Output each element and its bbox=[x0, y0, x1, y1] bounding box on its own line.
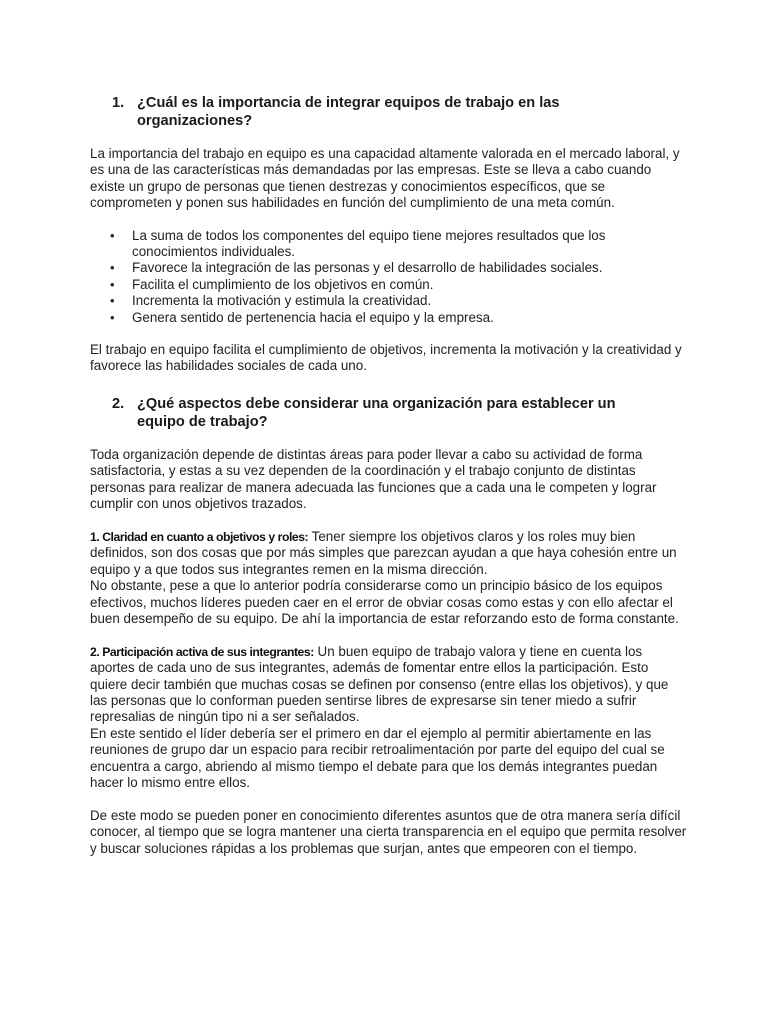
bullet-icon: • bbox=[110, 227, 115, 243]
section-1-intro: La importancia del trabajo en equipo es una capacidad altamente valorada en el mercado laboral, y es una de las características más demandadas por las empresas. Este se lleva a cabo cuando existe un grupo de personas que tienen destrezas y conocimientos específicos, que se comprometen y ponen sus habilidades en función del cumplimiento de una meta común. bbox=[90, 146, 680, 211]
section-1-heading bbox=[112, 94, 688, 130]
list-item-text: Incrementa la motivación y estimula la creatividad. bbox=[132, 293, 432, 309]
bullet-icon: • bbox=[110, 293, 115, 309]
point-2-lead: 2. Participación activa de sus integrantes: bbox=[90, 644, 314, 659]
bullet-icon: • bbox=[110, 276, 115, 292]
section-2-heading bbox=[112, 395, 688, 431]
list-item bbox=[90, 228, 688, 261]
point-1-text: Tener siempre los objetivos claros y los roles muy bien definidos, son dos cosas que por más simples que parezcan ayudan a que haya cohesión entre un equipo y a que todos sus integrantes remen en la misma dirección. bbox=[90, 528, 677, 577]
list-item bbox=[90, 293, 688, 309]
list-item bbox=[90, 277, 688, 293]
point-2-text: Un buen equipo de trabajo valora y tiene en cuenta los aportes de cada uno de sus integrantes, además de fomentar entre ellos la participación. Esto quiere decir también que muchas cosas se definen por consenso (entre ellas los objetivos), y que las personas que lo conforman pueden sentirse libres de expresarse sin tener miedo a sufrir represalias de ningún tipo ni a ser señalados. bbox=[90, 643, 669, 725]
point-2-paragraph bbox=[90, 644, 688, 726]
list-item-text: Facilita el cumplimiento de los objetivos en común. bbox=[132, 276, 434, 292]
list-item bbox=[90, 260, 688, 276]
section-1-bullet-list bbox=[90, 228, 688, 326]
section-1-title: ¿Cuál es la importancia de integrar equipos de trabajo en las organizaciones? bbox=[137, 95, 560, 129]
list-item bbox=[90, 310, 688, 326]
section-2-closing: De este modo se pueden poner en conocimiento diferentes asuntos que de otra manera sería difícil conocer, al tiempo que se logra mantener una cierta transparencia en el equipo que permita resolver y buscar soluciones rápidas a los problemas que surjan, antes que empeoren con el tiempo. bbox=[90, 807, 687, 856]
bullet-icon: • bbox=[110, 309, 115, 325]
section-2-intro: Toda organización depende de distintas áreas para poder llevar a cabo su actividad de forma satisfactoria, y estas a su vez dependen de la coordinación y el trabajo conjunto de distintas personas para realizar de manera adecuada las funciones que a cada una le competen y lograr cumplir con unos objetivos trazados. bbox=[90, 446, 657, 512]
section-2-title: ¿Qué aspectos debe considerar una organización para establecer un equipo de trabajo? bbox=[137, 395, 616, 430]
list-item-text: Favorece la integración de las personas y el desarrollo de habilidades sociales. bbox=[132, 260, 603, 276]
section-2-number: 2. bbox=[112, 395, 125, 412]
section-1-number: 1. bbox=[112, 95, 125, 111]
list-item-text: La suma de todos los componentes del equipo tiene mejores resultados que los conocimientos individuales. bbox=[132, 227, 606, 260]
point-1-paragraph bbox=[90, 529, 688, 578]
point-1-lead: 1. Claridad en cuanto a objetivos y roles: bbox=[90, 529, 309, 544]
point-2-continuation: En este sentido el líder debería ser el primero en dar el ejemplo al permitir abiertamente en las reuniones de grupo dar un espacio para recibir retroalimentación por parte del equipo del cual se encuentra a cargo, abriendo al mismo tiempo el debate para que los demás integrantes puedan hacer lo mismo entre ellos. bbox=[90, 725, 665, 790]
section-1-conclusion: El trabajo en equipo facilita el cumplimiento de objetivos, incrementa la motivación y la creatividad y favorece las habilidades sociales de cada uno. bbox=[90, 342, 682, 374]
bullet-icon: • bbox=[110, 260, 115, 276]
list-item-text: Genera sentido de pertenencia hacia el equipo y la empresa. bbox=[132, 309, 494, 325]
point-1-continuation: No obstante, pese a que lo anterior podría considerarse como un principio básico de los equipos efectivos, muchos líderes pueden caer en el error de obviar cosas como estas y con ello afectar el buen desempeño de su equipo. De ahí la importancia de estar reforzando esto de forma constante. bbox=[90, 578, 679, 626]
